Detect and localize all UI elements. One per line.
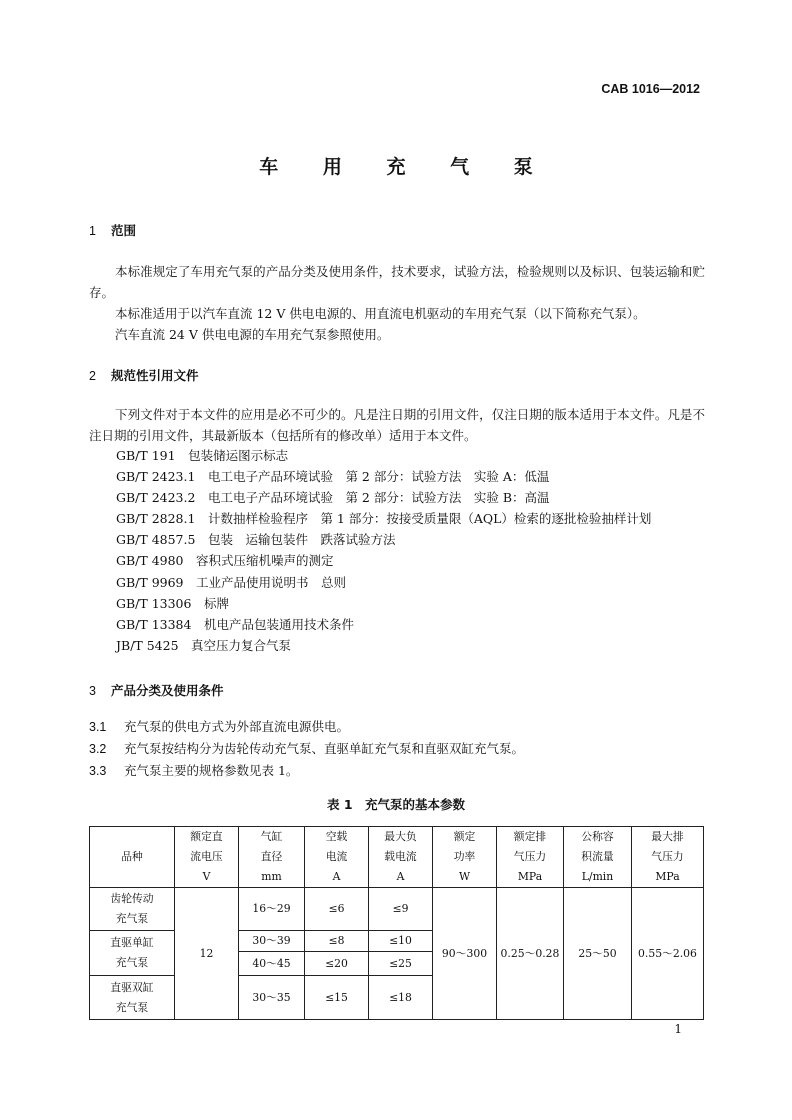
reference-code: GB/T 9969 [116,574,184,590]
reference-code: GB/T 4980 [116,553,184,569]
clause-list [89,716,524,782]
section-title: 产品分类及使用条件 [111,683,224,698]
scope-paragraph-3 [89,324,705,345]
column-header: 公称容 积流量 L/min [564,827,632,888]
type-cell: 齿轮传动 充气泵 [90,888,175,931]
reference-code: GB/T 13384 [116,616,192,632]
idle-current-cell: ≤8 [305,931,369,952]
table-row [90,888,704,915]
diameter-cell: 30～39 [239,931,305,952]
clause-text: 充气泵主要的规格参数见表 1。 [124,763,299,778]
idle-current-cell: ≤15 [305,976,369,1020]
reference-item [116,508,651,529]
reference-code: GB/T 191 [116,448,176,463]
power-cell: 90～300 [433,888,497,1020]
max-current-cell: ≤25 [369,952,433,976]
idle-current-cell: ≤20 [305,952,369,976]
clause-number: 3.3 [89,764,107,778]
column-header: 气缸 直径 mm [239,827,305,888]
reference-item [116,550,651,571]
clause-number: 3.2 [89,742,107,756]
section-heading-references [89,366,199,384]
column-header: 额定直 流电压 V [175,827,239,888]
diameter-cell: 40～45 [239,952,305,976]
section-title: 范围 [111,223,137,238]
reference-code: GB/T 13306 [116,595,192,611]
reference-name: 标牌 [203,595,229,611]
clause-number: 3.1 [89,720,107,734]
references-intro [89,404,705,446]
max-current-cell: ≤18 [369,976,433,1020]
max-current-cell: ≤9 [369,888,433,931]
scope-text-1: 本标准规定了车用充气泵的产品分类及使用条件，技术要求，试验方法，检验规则以及标识、包装运输和贮存。 [89,264,705,300]
section-number: 2 [89,369,96,383]
rated-pressure-cell: 0.25～0.28 [497,888,564,1020]
type-cell: 直驱双缸 充气泵 [90,976,175,1020]
clause-item [89,738,524,760]
reference-name: 包装储运图示标志 [188,448,289,463]
table-caption: 表 1 充气泵的基本参数 [326,797,466,812]
section-number: 1 [89,224,96,238]
column-header: 最大负 载电流 A [369,827,433,888]
reference-item [116,445,651,466]
reference-item [116,614,651,635]
column-header: 品种 [90,827,175,888]
flow-cell: 25～50 [564,888,632,1020]
section-title: 规范性引用文件 [111,368,199,383]
max-pressure-cell: 0.55～2.06 [632,888,704,1020]
column-header: 额定 功率 W [433,827,497,888]
document-title: 车 用 充 气 泵 [259,156,552,178]
column-header: 最大排 气压力 MPa [632,827,704,888]
reference-item [116,487,651,508]
page-number: 1 [674,1022,682,1036]
diameter-cell: 16～29 [239,888,305,931]
reference-name: 电工电子产品环境试验 第 2 部分：试验方法 实验 A：低温 [207,469,550,485]
scope-paragraph-2 [89,303,705,324]
reference-list [116,445,651,656]
reference-name: 容积式压缩机噪声的测定 [196,553,334,569]
scope-text-2: 本标准适用于以汽车直流 12 V 供电电源的、用直流电机驱动的车用充气泵（以下简称充气泵）。 [115,306,646,321]
clause-text: 充气泵按结构分为齿轮传动充气泵、直驱单缸充气泵和直驱双缸充气泵。 [124,741,525,756]
table-header-row [90,827,704,888]
reference-code: GB/T 2423.2 [116,490,196,506]
clause-text: 充气泵的供电方式为外部直流电源供电。 [124,719,350,734]
reference-name: 真空压力复合气泵 [191,637,292,653]
reference-code: GB/T 2828.1 [116,511,196,527]
reference-item [116,529,651,550]
reference-item [116,572,651,593]
column-header: 空载 电流 A [305,827,369,888]
section-heading-classification [89,681,224,699]
reference-code: GB/T 2423.1 [116,469,196,485]
references-intro-text: 下列文件对于本文件的应用是必不可少的。凡是注日期的引用文件，仅注日期的版本适用于本文件。凡是不注日期的引用文件，其最新版本（包括所有的修改单）适用于本文件。 [89,407,705,443]
reference-item [116,593,651,614]
clause-item [89,716,524,738]
voltage-cell: 12 [175,888,239,1020]
reference-name: 电工电子产品环境试验 第 2 部分：试验方法 实验 B：高温 [207,490,550,506]
section-heading-scope [89,221,136,239]
reference-name: 包装 运输包装件 跌落试验方法 [207,532,396,548]
reference-name: 计数抽样检验程序 第 1 部分：按接受质量限（AQL）检索的逐批检验抽样计划 [207,511,652,527]
standard-number: CAB 1016—2012 [601,82,700,96]
clause-item [89,760,524,782]
reference-code: GB/T 4857.5 [116,532,196,548]
scope-text-3: 汽车直流 24 V 供电电源的车用充气泵参照使用。 [115,327,390,342]
reference-code: JB/T 5425 [116,637,179,653]
reference-name: 机电产品包装通用技术条件 [203,616,354,632]
section-number: 3 [89,684,96,698]
scope-paragraph-1 [89,261,705,303]
parameter-table [89,826,704,1020]
reference-item [116,466,651,487]
reference-item [116,635,651,656]
diameter-cell: 30～35 [239,976,305,1020]
idle-current-cell: ≤6 [305,888,369,931]
reference-name: 工业产品使用说明书 总则 [196,574,347,590]
max-current-cell: ≤10 [369,931,433,952]
type-cell: 直驱单缸 充气泵 [90,931,175,976]
column-header: 额定排 气压力 MPa [497,827,564,888]
